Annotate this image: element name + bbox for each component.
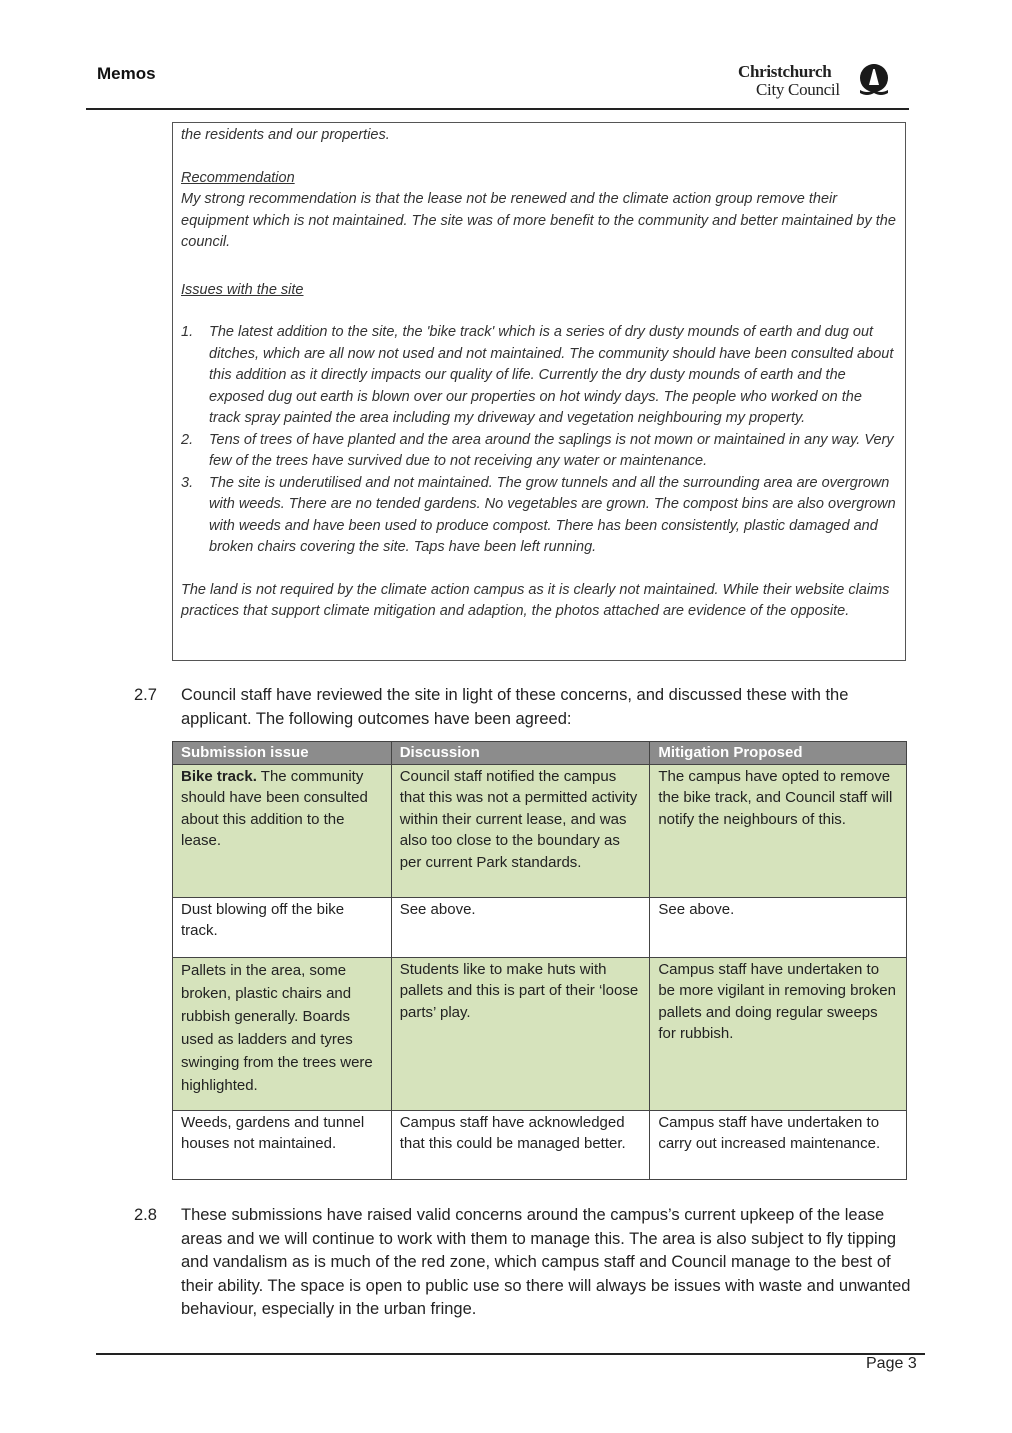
paragraph-number: 2.8 (134, 1206, 157, 1224)
submission-outcomes-table (172, 741, 907, 1180)
quote-closing: The land is not required by the climate action campus as it is clearly not maintained. While their website claims practices that support climate mitigation and adaption, the photos attached are evidence of the opposite. (181, 581, 890, 619)
issue-text: The site is underutilised and not maintained. The grow tunnels and all the surrounding area are overgrown with weeds. There are no tended gardens. No vegetables are grown. The compost bins are also overgrown with weeds and have been used to produce compost. There has been consistently, plastic damaged and broken chairs covering the site. Taps have been left running. (209, 474, 896, 555)
issue-item (181, 322, 897, 430)
cell-issue: Weeds, gardens and tunnel houses not maintained. (173, 1110, 392, 1179)
table-row (173, 1110, 907, 1179)
issue-text: The latest addition to the site, the 'bike track' which is a series of dry dusty mounds of earth and dug out ditches, which are all now not used and not maintained. The community should have been consulted about this addition as it directly impacts our quality of life. Currently the dry dusty mounds of earth and the exposed dug out earth is blown over our properties on hot windy days. The people who worked on the track spray painted the area including my driveway and vegetation neighbouring my property. (209, 324, 894, 426)
issues-heading: Issues with the site (181, 281, 304, 298)
issue-number: 3. (181, 474, 194, 491)
logo-text-line2: City Council (756, 80, 840, 99)
cell-issue (173, 764, 392, 897)
issue-text: The community should have been consulted about this addition to the lease. (181, 767, 368, 849)
issue-number: 1. (181, 324, 194, 340)
paragraph-text: These submissions have raised valid concerns around the campus’s current upkeep of the lease areas and we will continue to work with them to manage this. The area is also subject to fly tipping and vandalism as is much of the red zone, which campus staff and Council manage to the best of their ability. The space is open to public use so there will always be issues with waste and unwanted behaviour, especially in the urban fringe. (181, 1206, 911, 1318)
memo-title: Memos (97, 64, 156, 83)
quote-opening: the residents and our properties. (181, 127, 390, 143)
cell-issue: Dust blowing off the bike track. (173, 897, 392, 957)
table-row (173, 957, 907, 1110)
cell-mitigation: See above. (650, 897, 907, 957)
issue-item (181, 473, 897, 559)
paragraph-number: 2.7 (134, 686, 157, 704)
issues-list (181, 322, 897, 559)
issue-text: Tens of trees of have planted and the area around the saplings is not mown or maintained in any way. Very few of the trees have survived due to not receiving any water or maintenance. (209, 431, 894, 469)
cell-discussion: Council staff notified the campus that this was not a permitted activity within their current lease, and was also too close to the boundary as per current Park standards. (391, 764, 650, 897)
page-number: Page 3 (866, 1355, 917, 1372)
cell-issue: Pallets in the area, some broken, plastic chairs and rubbish generally. Boards used as ladders and tyres swinging from the trees were highlighted. (173, 957, 392, 1110)
cell-mitigation: The campus have opted to remove the bike track, and Council staff will notify the neighbours of this. (650, 764, 907, 897)
cell-discussion: Campus staff have acknowledged that this could be managed better. (391, 1110, 650, 1179)
header-mitigation: Mitigation Proposed (650, 742, 907, 765)
issue-number: 2. (181, 431, 194, 448)
cell-mitigation: Campus staff have undertaken to be more vigilant in removing broken pallets and doing regular sweeps for rubbish. (650, 957, 907, 1110)
issue-bold-label: Bike track. (181, 767, 257, 785)
cell-mitigation: Campus staff have undertaken to carry out increased maintenance. (650, 1110, 907, 1179)
logo-text-line1: Christchurch (738, 62, 832, 81)
submission-quote-box (172, 122, 906, 661)
paragraph-text: Council staff have reviewed the site in light of these concerns, and discussed these with the applicant. The following outcomes have been agreed: (181, 686, 849, 728)
header-divider (86, 108, 909, 110)
issue-item (181, 430, 897, 473)
table-row (173, 897, 907, 957)
header-submission-issue: Submission issue (173, 742, 392, 765)
cell-discussion: Students like to make huts with pallets and this is part of their ‘loose parts’ play. (391, 957, 650, 1110)
table-row (173, 764, 907, 897)
table-header-row (173, 742, 907, 765)
recommendation-text: My strong recommendation is that the lease not be renewed and the climate action group remove their equipment which is not maintained. The site was of more benefit to the community and better maintained by the council. (181, 191, 896, 250)
recommendation-heading: Recommendation (181, 169, 295, 186)
footer-divider (96, 1353, 925, 1355)
council-logo (738, 62, 893, 102)
cell-discussion: See above. (391, 897, 650, 957)
cathedral-icon (857, 63, 891, 99)
header-discussion: Discussion (391, 742, 650, 765)
